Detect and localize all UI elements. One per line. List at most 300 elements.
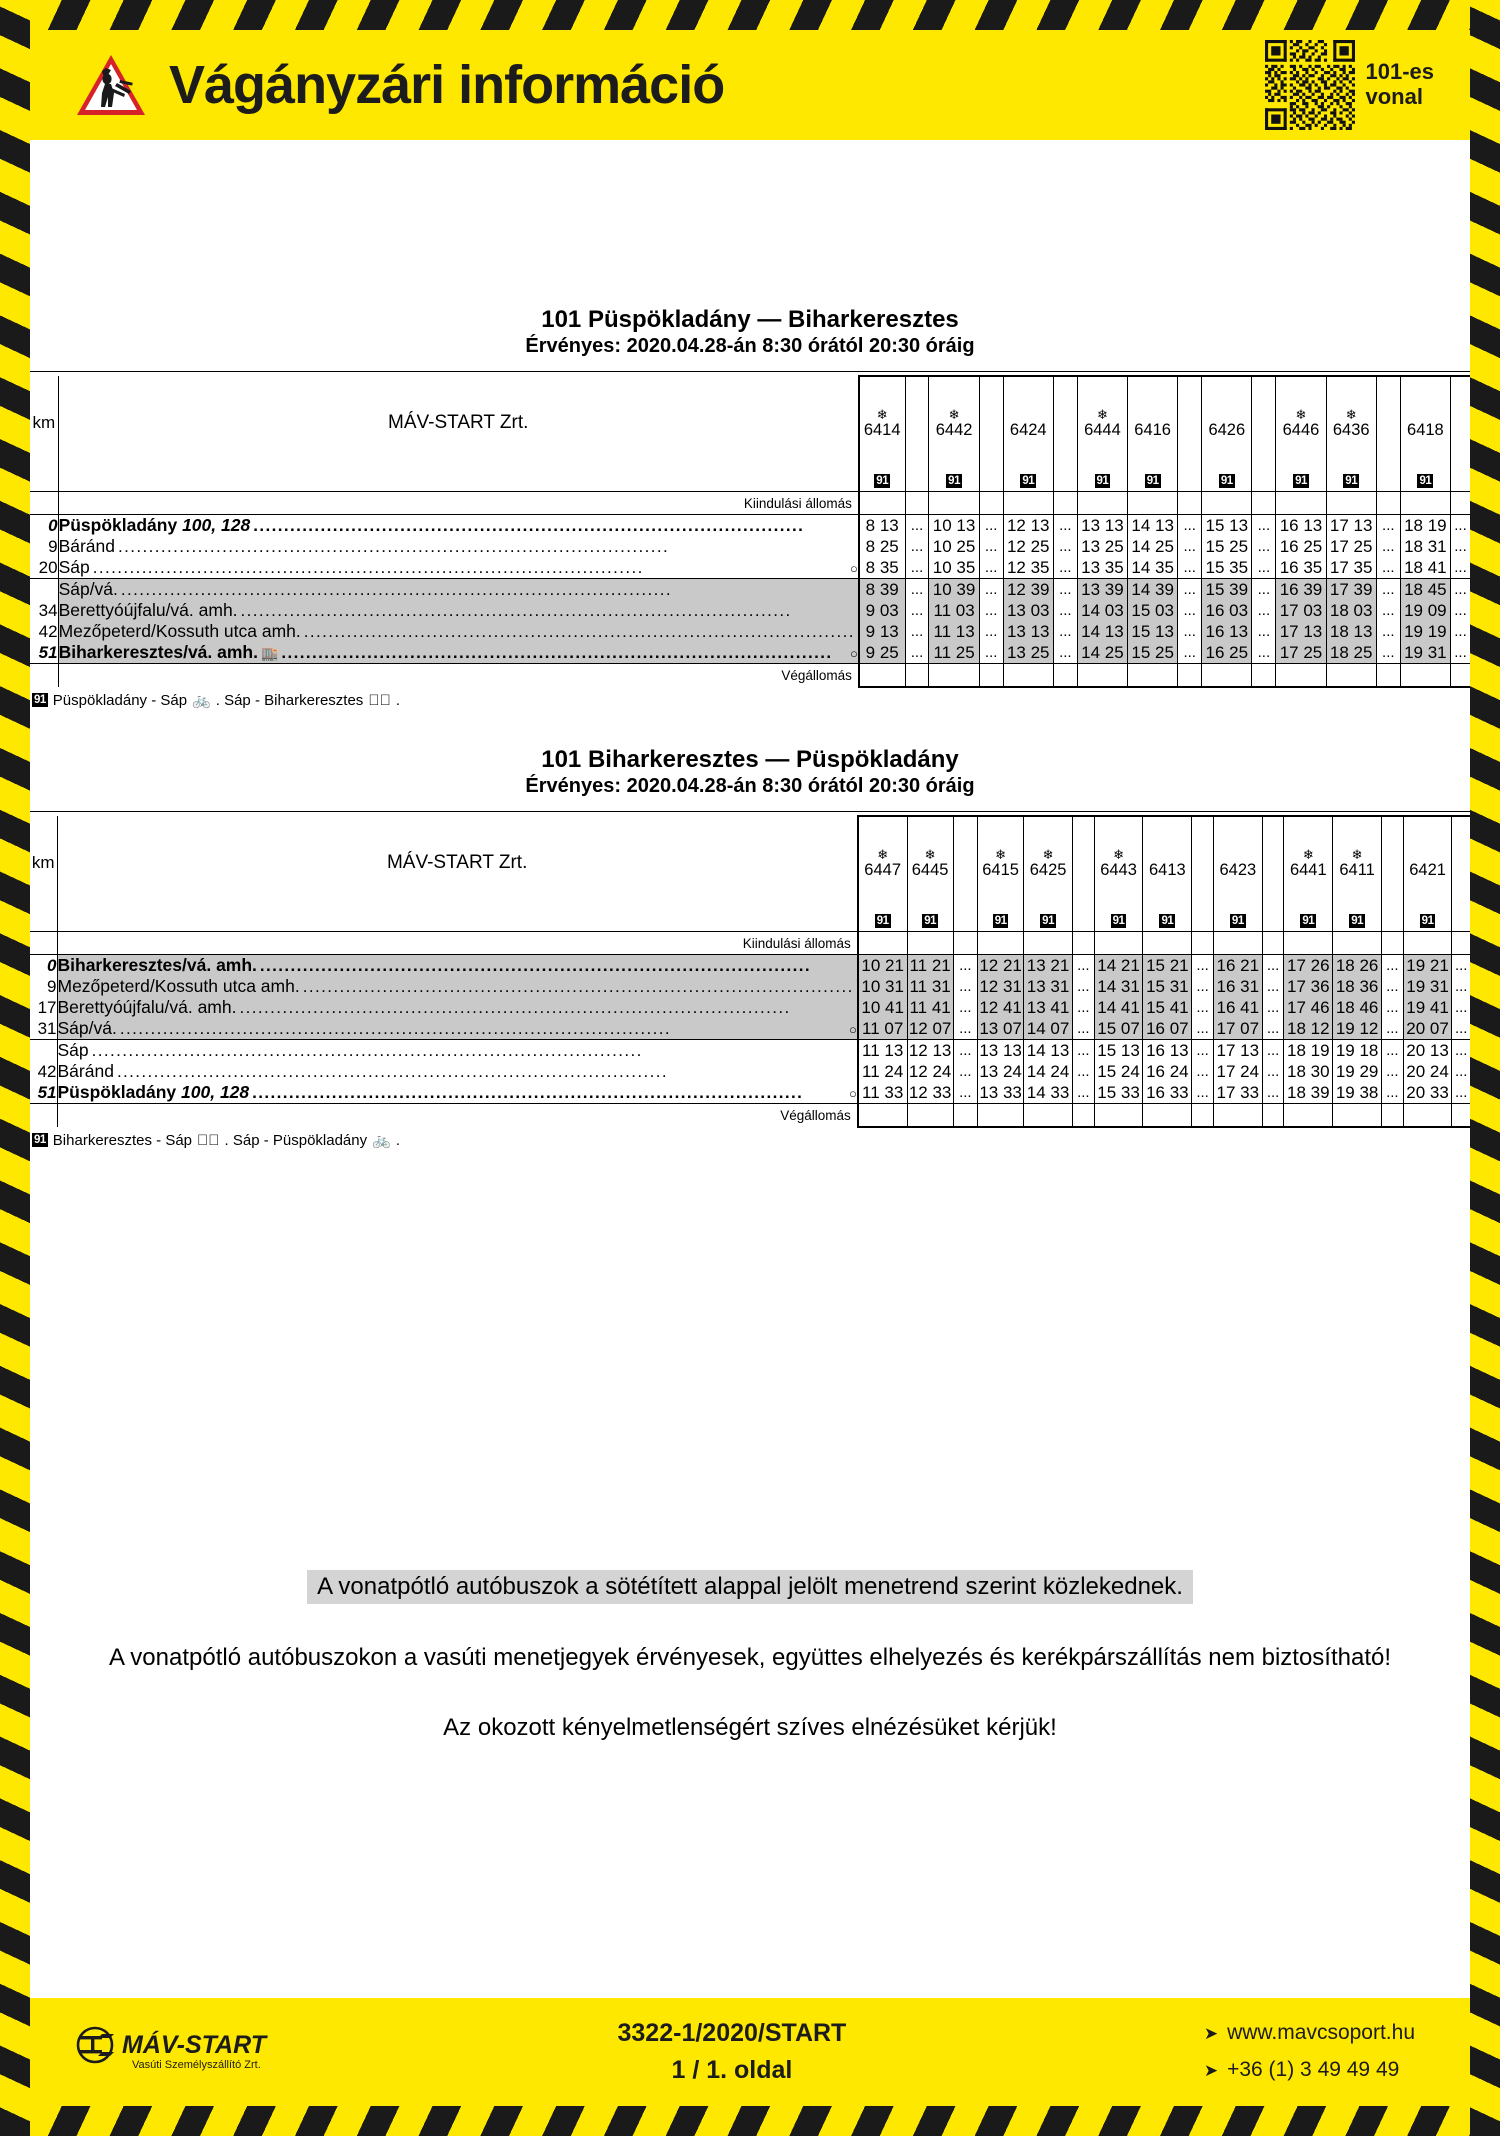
departure-time: 17 24 (1213, 1061, 1262, 1082)
empty-column-header (1452, 816, 1470, 909)
no-service-cell: ... (1072, 997, 1094, 1018)
departure-time: 14 25 (1128, 536, 1178, 557)
no-service-cell: ... (1262, 1040, 1284, 1062)
departure-time: 11 25 (929, 642, 979, 664)
station-name: Sáp (57, 1040, 89, 1061)
departure-time: 16 35 (1276, 557, 1326, 579)
departure-time: 15 35 (1202, 557, 1252, 579)
line-number-line2: vonal (1365, 84, 1423, 109)
departure-time: 18 39 (1284, 1082, 1333, 1104)
leader-dots: .......................................................................................... (259, 956, 812, 976)
departure-time: 20 24 (1403, 1061, 1452, 1082)
no-service-cell: ... (979, 642, 1003, 664)
departure-time: 12 33 (908, 1082, 952, 1102)
departure-time: 15 33 (1094, 1082, 1143, 1104)
departure-time: 15 13 (1202, 515, 1252, 537)
spacer-cell (1376, 664, 1400, 688)
table-header-row (30, 816, 1470, 909)
departure-time: 12 13 (908, 1040, 952, 1060)
no-service-cell: ... (1376, 536, 1400, 557)
line-badge-91: 91 (1220, 475, 1233, 488)
empty-column-header (1053, 376, 1077, 469)
no-service-cell: ... (1053, 600, 1077, 621)
spacer-cell (1024, 932, 1073, 955)
footnote-text-2: . Sáp - Püspökladány (224, 1131, 368, 1149)
spacer-cell (953, 1104, 977, 1128)
empty-column-header (1262, 816, 1284, 909)
no-service-cell: ... (1192, 1061, 1214, 1082)
line-badge-cell (1403, 909, 1452, 932)
no-service-cell: ... (953, 997, 977, 1018)
spacer-cell (1053, 492, 1077, 515)
station-name-cell (58, 515, 859, 537)
line-badge-row (30, 469, 1470, 492)
departure-time: 15 31 (1143, 976, 1192, 997)
departure-time: 16 13 (1202, 621, 1252, 642)
page-footer (30, 1998, 1470, 2106)
departure-time: 12 25 (1003, 536, 1053, 557)
line-badge-91: 91 (1345, 475, 1358, 488)
spacer-cell (979, 492, 1003, 515)
departure-time: 20 33 (1403, 1082, 1452, 1104)
no-service-cell: ... (1072, 1018, 1094, 1040)
line-badge-91: 91 (34, 694, 46, 707)
departure-time: 15 41 (1143, 997, 1192, 1018)
spacer-cell (859, 492, 905, 515)
station-name-cell (58, 600, 859, 621)
departure-time: 9 25 (859, 642, 905, 664)
no-service-cell: ... (1252, 557, 1276, 579)
no-service-cell: ... (1376, 600, 1400, 621)
no-service-cell: ... (1252, 642, 1276, 664)
station-name: Püspökladány 100, 128 (57, 1082, 250, 1103)
departure-time: 13 24 (979, 1061, 1022, 1081)
departure-time: 9 13 (859, 621, 905, 642)
empty-badge-cell (979, 469, 1003, 492)
line-badge-91: 91 (1231, 915, 1244, 928)
departure-time: 11 31 (907, 976, 953, 997)
page-number: 1 / 1. oldal (671, 2056, 793, 2084)
empty-badge-cell (953, 909, 977, 932)
contact-block (1204, 2015, 1415, 2089)
departure-time: 17 25 (1326, 536, 1376, 557)
departure-time: 12 31 (979, 976, 1022, 996)
table-header-row (30, 376, 1470, 469)
spacer-cell (929, 664, 979, 688)
spacer-cell (1202, 492, 1252, 515)
station-name-cell (57, 997, 858, 1018)
no-service-cell: ... (1450, 536, 1470, 557)
spacer-cell (977, 1104, 1023, 1128)
station-name-cell (57, 976, 858, 997)
no-service-cell: ... (1053, 579, 1077, 601)
no-service-cell: ... (905, 557, 929, 579)
train-number-header (1024, 816, 1073, 909)
line-badge-cell (1333, 909, 1382, 932)
website-row[interactable] (1204, 2015, 1415, 2052)
departure-time: 15 25 (1202, 536, 1252, 557)
departure-time: 13 25 (1077, 536, 1127, 557)
leader-dots: .......................................................................................... (120, 580, 673, 600)
train-number-header (1094, 816, 1143, 909)
no-service-cell: ... (1262, 1018, 1284, 1040)
departure-time: 12 35 (1003, 557, 1053, 579)
spacer-cell (1403, 1104, 1452, 1128)
timetable-row (30, 997, 1470, 1018)
departure-time: 13 13 (1077, 515, 1127, 537)
km-value (30, 1040, 57, 1062)
km-value: 51 (30, 1082, 57, 1104)
snowflake-icon: ❄ (876, 407, 888, 423)
no-service-cell: ... (1072, 955, 1094, 977)
line-badge-91: 91 (1161, 915, 1174, 928)
departure-time: 13 33 (979, 1082, 1022, 1102)
departure-time: 14 21 (1094, 955, 1143, 977)
no-service-cell: ... (1452, 1082, 1470, 1104)
spacer-cell (1381, 932, 1403, 955)
km-header: km (30, 816, 57, 909)
empty-badge-cell (1381, 909, 1403, 932)
no-service-cell: ... (1381, 1082, 1403, 1104)
phone-row[interactable] (1204, 2052, 1415, 2089)
departure-time: 17 03 (1276, 600, 1326, 621)
departure-time: 17 39 (1326, 579, 1376, 601)
line-badge-row (30, 909, 1470, 932)
terminus-circle-icon: ○ (848, 1022, 857, 1038)
departure-time: 19 09 (1400, 600, 1450, 621)
no-service-cell: ... (1072, 1082, 1094, 1104)
spacer-cell (1143, 1104, 1192, 1128)
station-name-cell (58, 536, 859, 557)
station-name-cell (57, 1061, 858, 1082)
departure-time: 15 07 (1094, 1018, 1143, 1040)
departure-time: 18 30 (1284, 1061, 1333, 1082)
timetable-1-footnote (30, 691, 1470, 709)
line-badge-91: 91 (1022, 475, 1035, 488)
snowflake-icon: ❄ (1345, 407, 1357, 423)
spacer-cell (1276, 664, 1326, 688)
line-badge-91: 91 (1112, 915, 1125, 928)
leader-dots: .......................................................................................... (252, 1083, 804, 1103)
departure-time: 20 13 (1403, 1040, 1452, 1062)
empty-badge-cell (1376, 469, 1400, 492)
departure-time: 14 25 (1077, 642, 1127, 664)
notice-tickets: A vonatpótló autóbuszokon a vasúti menetjegyek érvényesek, együttes elhelyezés és kerékpárszállítás nem biztosítható! (108, 1644, 1392, 1671)
departure-time: 11 07 (858, 1018, 907, 1040)
operator-header: MÁV-START Zrt. (58, 376, 859, 469)
spacer-cell (953, 932, 977, 955)
spacer-cell (1403, 932, 1452, 955)
footnote-text-2: . Sáp - Biharkeresztes (215, 691, 364, 709)
timetable-row (30, 1061, 1470, 1082)
empty-column-header (905, 376, 929, 469)
line-badge-91: 91 (1351, 915, 1363, 928)
no-service-cell: ... (1192, 1040, 1214, 1062)
departure-time: 18 13 (1326, 621, 1376, 642)
document-number: 3322-1/2020/START (617, 2018, 847, 2047)
spacer-cell (1024, 1104, 1073, 1128)
station-name-cell (58, 557, 859, 579)
no-service-cell: ... (1192, 1082, 1214, 1104)
station-name: Sáp/vá. (58, 579, 118, 600)
no-service-cell: ... (1053, 642, 1077, 664)
station-name-cell (57, 955, 858, 977)
no-service-cell: ... (905, 536, 929, 557)
no-service-cell: ... (905, 579, 929, 601)
no-service-cell: ... (1450, 515, 1470, 537)
empty-column-header (1450, 376, 1470, 469)
line-badge-91: 91 (1419, 475, 1432, 488)
line-badge-cell (1400, 469, 1450, 492)
no-service-cell: ... (1192, 1018, 1214, 1040)
timetable-1-validity: Érvényes: 2020.04.28-án 8:30 órától 20:30 óráig (525, 335, 975, 358)
departure-time: 14 24 (1024, 1061, 1073, 1082)
departure-station-label: Kiindulási állomás (57, 932, 858, 955)
empty-badge-cell (1192, 909, 1214, 932)
line-badge-91: 91 (876, 915, 889, 928)
departure-time: 12 13 (1003, 515, 1053, 537)
empty-badge-cell (1252, 469, 1276, 492)
station-name-cell (58, 642, 859, 664)
timetable-row (30, 1082, 1470, 1104)
train-number-header (1276, 376, 1326, 469)
train-number: 6426 (1208, 421, 1246, 440)
departure-time: 12 07 (908, 1018, 952, 1038)
train-number-header (1326, 376, 1376, 469)
departure-time: 18 12 (1284, 1018, 1333, 1040)
empty-column-header (1252, 376, 1276, 469)
no-service-cell: ... (979, 557, 1003, 579)
departure-time: 14 13 (1128, 515, 1178, 537)
spacer-cell (1192, 932, 1214, 955)
no-service-cell: ... (1450, 621, 1470, 642)
no-service-cell: ... (1381, 1061, 1403, 1082)
train-number: 6446 (1282, 421, 1320, 440)
spacer-cell (929, 492, 979, 515)
station-name-cell (58, 579, 859, 601)
spacer-cell (905, 492, 929, 515)
line-badge-91: 91 (1096, 475, 1109, 488)
train-number-header (1143, 816, 1192, 909)
empty-column-header (1178, 376, 1202, 469)
no-service-cell: ... (1381, 997, 1403, 1018)
operator-header: MÁV-START Zrt. (57, 816, 858, 909)
snowflake-icon: ❄ (1351, 847, 1363, 863)
train-number-header (1003, 376, 1053, 469)
leader-dots: .......................................................................................... (116, 1062, 669, 1082)
bicycle-allowed-icon: 🚲 (192, 692, 211, 710)
leader-dots: .......................................................................................... (281, 643, 833, 663)
line-badge-91: 91 (924, 915, 936, 928)
empty-column-header (1072, 816, 1094, 909)
station-name-cell (57, 1040, 858, 1062)
departure-time: 19 19 (1400, 621, 1450, 642)
no-service-cell: ... (1452, 997, 1470, 1018)
departure-time: 15 03 (1128, 600, 1178, 621)
train-number: 6416 (1134, 421, 1171, 440)
spacer-cell (1213, 1104, 1262, 1128)
line-badge-91: 91 (1146, 475, 1159, 488)
timetable-row (30, 536, 1470, 557)
departure-time: 18 19 (1400, 515, 1450, 537)
no-service-cell: ... (953, 976, 977, 997)
leader-dots: .......................................................................................... (119, 1019, 671, 1039)
departure-time: 14 03 (1077, 600, 1127, 621)
no-service-cell: ... (1072, 1040, 1094, 1062)
no-service-cell: ... (953, 1040, 977, 1062)
no-service-cell: ... (1053, 515, 1077, 537)
timetable-2-footnote (30, 1131, 1470, 1149)
line-badge-91: 91 (1302, 915, 1315, 928)
departure-time: 13 07 (979, 1018, 1022, 1038)
departure-time: 14 13 (1024, 1040, 1073, 1062)
no-service-cell: ... (1178, 557, 1202, 579)
empty-column-header (1192, 816, 1214, 909)
no-service-cell: ... (1262, 1061, 1284, 1082)
line-number-line1: 101-es (1365, 59, 1434, 85)
no-service-cell: ... (1252, 600, 1276, 621)
snowflake-icon: ❄ (1295, 407, 1307, 423)
departure-time: 18 25 (1326, 642, 1376, 664)
departure-time: 19 21 (1403, 955, 1452, 977)
timetable-row (30, 642, 1470, 664)
snowflake-icon: ❄ (1096, 407, 1108, 423)
station-name-cell (57, 1018, 858, 1040)
spacer-cell (1003, 664, 1053, 688)
station-name: Báránd (58, 536, 115, 557)
no-service-cell: ... (1450, 600, 1470, 621)
line-badge-cell (929, 469, 979, 492)
km-value: 17 (30, 997, 57, 1018)
hazard-stripe-left (0, 0, 30, 2136)
station-name: Berettyóújfalu/vá. amh. (57, 997, 237, 1018)
spacer-cell (905, 664, 929, 688)
train-number-header (1284, 816, 1333, 909)
train-number: 6441 (1289, 861, 1327, 880)
line-badge-cell (1077, 469, 1127, 492)
bicycle-not-allowed-icon: 🚲⃠ (197, 1131, 220, 1149)
line-badge-cell (859, 469, 905, 492)
timetable-row (30, 1018, 1470, 1040)
line-badge-91: 91 (1042, 915, 1054, 928)
km-value (30, 579, 58, 601)
train-number: 6415 (982, 861, 1019, 880)
station-name: Mezőpeterd/Kossuth utca amh. (57, 976, 300, 997)
line-badge-cell (1143, 909, 1192, 932)
bicycle-allowed-icon: 🚲 (372, 1132, 391, 1150)
train-number: 6421 (1409, 861, 1446, 880)
departure-time: 17 13 (1276, 621, 1326, 642)
departure-time: 18 45 (1400, 579, 1450, 601)
spacer-cell (1178, 492, 1202, 515)
line-badge-cell (1094, 909, 1143, 932)
notice-highlighted: A vonatpótló autóbuszok a sötétített alappal jelölt menetrend szerint közlekednek. (307, 1570, 1193, 1604)
website-url[interactable]: www.mavcsoport.hu (1227, 2021, 1415, 2045)
timetable-2 (30, 811, 1470, 1128)
terminus-label: Végállomás (58, 664, 859, 688)
no-service-cell: ... (1192, 976, 1214, 997)
station-name: Püspökladány 100, 128 (58, 515, 251, 536)
no-service-cell: ... (905, 600, 929, 621)
train-number-header (1333, 816, 1382, 909)
empty-badge-cell (905, 469, 929, 492)
notice-apology: Az okozott kényelmetlenségért szíves elnézésüket kérjük! (443, 1714, 1057, 1742)
spacer-cell (1192, 1104, 1214, 1128)
station-name: Biharkeresztes/vá. amh. (57, 955, 257, 976)
spacer-cell (1072, 932, 1094, 955)
departure-time: 17 13 (1326, 515, 1376, 537)
document-page (30, 30, 1470, 2106)
timetable-2-validity: Érvényes: 2020.04.28-án 8:30 órától 20:30 óráig (525, 775, 975, 798)
no-service-cell: ... (1376, 557, 1400, 579)
departure-time: 15 24 (1094, 1061, 1143, 1082)
spacer-cell (1326, 664, 1376, 688)
timetable-row (30, 621, 1470, 642)
km-value: 31 (30, 1018, 57, 1040)
departure-time: 19 31 (1400, 642, 1450, 664)
leader-dots: .......................................................................................... (118, 537, 670, 557)
spacer-cell (1072, 1104, 1094, 1128)
departure-time: 11 03 (929, 600, 979, 621)
line-badge-91: 91 (34, 1134, 46, 1147)
footnote-text-3: . (395, 691, 400, 709)
spacer-cell (1178, 664, 1202, 688)
station-line-refs: 100, 128 (181, 1082, 250, 1103)
timetable-row (30, 600, 1470, 621)
departure-time: 19 38 (1333, 1082, 1382, 1104)
spacer-cell (1094, 932, 1143, 955)
train-number-header (1202, 376, 1252, 469)
departure-time: 16 13 (1143, 1040, 1192, 1062)
line-badge-cell (1213, 909, 1262, 932)
no-service-cell: ... (1450, 642, 1470, 664)
departure-time: 10 41 (858, 997, 907, 1018)
departure-time: 18 46 (1333, 997, 1382, 1018)
line-badge-cell (1276, 469, 1326, 492)
departure-time: 14 07 (1024, 1018, 1073, 1040)
spacer-cell (977, 932, 1023, 955)
departure-time: 14 33 (1024, 1082, 1073, 1104)
no-service-cell: ... (1252, 621, 1276, 642)
spacer-cell (1452, 1104, 1470, 1128)
station-name: Biharkeresztes/vá. amh. (58, 642, 258, 663)
railway-works-warning-sign-icon (75, 53, 147, 117)
spacer-cell (1003, 492, 1053, 515)
station-name-cell (57, 1082, 858, 1104)
no-service-cell: ... (1262, 1082, 1284, 1104)
no-service-cell: ... (1450, 579, 1470, 601)
departure-time: 13 25 (1003, 642, 1053, 664)
timetable-inbound (30, 745, 1470, 1149)
train-number: 6414 (863, 421, 901, 440)
no-service-cell: ... (1452, 955, 1470, 977)
timetable-row (30, 976, 1470, 997)
timetable-2-title: 101 Biharkeresztes — Püspökladány (541, 746, 959, 773)
departure-time: 16 25 (1202, 642, 1252, 664)
phone-number[interactable]: +36 (1) 3 49 49 49 (1227, 2058, 1400, 2081)
train-number: 6447 (864, 861, 902, 880)
departure-time: 17 07 (1213, 1018, 1262, 1040)
departure-time: 15 39 (1202, 579, 1252, 601)
no-service-cell: ... (1381, 955, 1403, 977)
departure-time: 11 33 (858, 1082, 907, 1104)
line-badge-cell (1202, 469, 1252, 492)
timetable-1 (30, 371, 1470, 688)
departure-time: 16 24 (1143, 1061, 1192, 1082)
train-number: 6413 (1148, 861, 1186, 880)
spacer-cell (1252, 492, 1276, 515)
train-number: 6442 (935, 421, 973, 440)
